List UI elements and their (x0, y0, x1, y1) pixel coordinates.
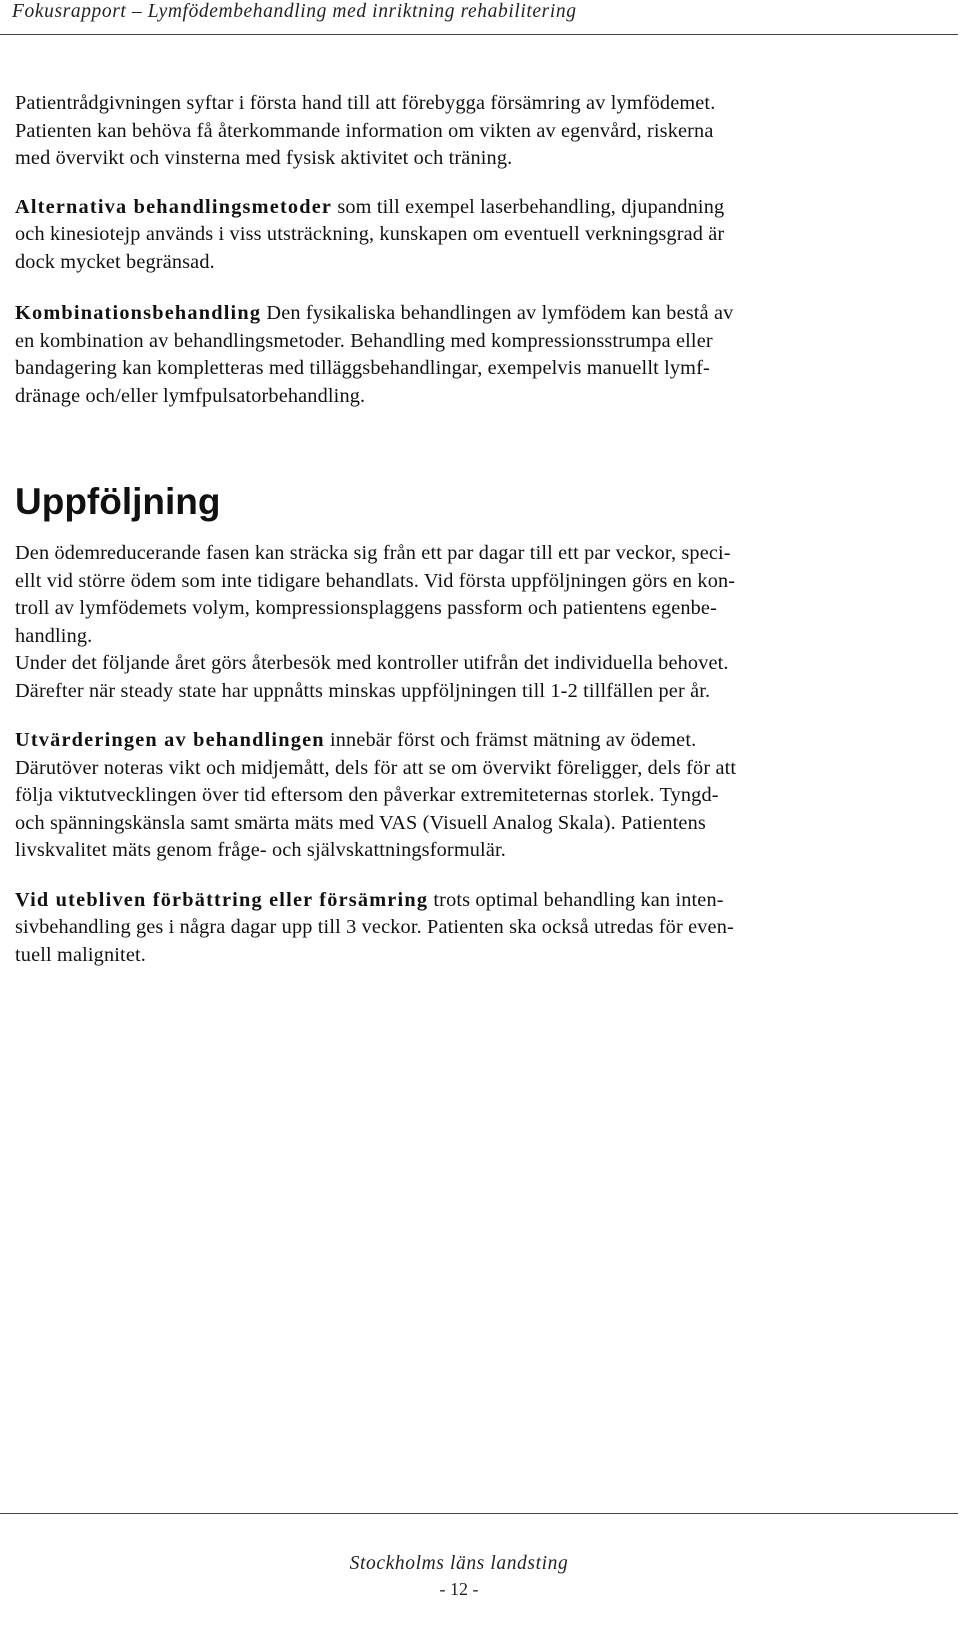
footer-divider (0, 1513, 958, 1514)
text-line (15, 300, 940, 328)
text-fragment: innebär först och främst mätning av ödemet. (324, 729, 697, 751)
text-fragment: trots optimal behandling kan inten- (428, 888, 724, 911)
text-line: ellt vid större ödem som inte tidigare behandlats. Vid första uppföljningen görs en kon- (15, 569, 736, 592)
text-fragment: Den fysikaliska behandlingen av lymfödem kan bestå av (261, 302, 734, 324)
paragraph-term: Vid utebliven förbättring eller försämring (15, 888, 429, 911)
paragraph-alternative-methods (15, 194, 940, 277)
text-line: bandagering kan kompletteras med tilläggsbehandlingar, exempelvis manuellt lymf- (15, 357, 710, 379)
text-line: med övervikt och vinsterna med fysisk aktivitet och träning. (15, 147, 513, 169)
paragraph-reduction-phase (15, 540, 940, 650)
page-content (15, 90, 940, 969)
paragraph-term: Alternativa behandlingsmetoder (15, 195, 333, 218)
paragraph-follow-up-year (15, 650, 940, 705)
paragraph-term: Kombinationsbehandling (15, 302, 262, 324)
text-line: Den ödemreducerande fasen kan sträcka sig från ett par dagar till ett par veckor, speci- (15, 542, 731, 564)
text-line: tuell malignitet. (15, 943, 146, 966)
text-line (15, 727, 940, 755)
text-line: handling. (15, 624, 93, 647)
text-line (15, 887, 940, 915)
running-header-title: Fokusrapport – Lymfödembehandling med inriktning rehabilitering (12, 1, 577, 22)
footer-organization: Stockholms läns landsting (349, 1553, 569, 1574)
text-line: följa viktutvecklingen över tid eftersom den påverkar extremiteternas storlek. Tyngd- (15, 784, 719, 806)
text-line: troll av lymfödemets volym, kompressionsplaggens passform och patientens egenbe- (15, 597, 717, 619)
text-line: Därefter när steady state har uppnåtts minskas uppföljningen till 1-2 tillfällen per år. (15, 679, 711, 702)
text-line: Under det följande året görs återbesök med kontroller utifrån det individuella behovet. (15, 652, 729, 674)
paragraph-patient-advice (15, 90, 940, 173)
text-line: Därutöver noteras vikt och midjemått, dels för att se om övervikt föreligger, dels för att (15, 756, 737, 779)
page-number: - 12 - (439, 1579, 479, 1599)
section-heading: Uppföljning (15, 481, 221, 522)
text-line: och spänningskänsla samt smärta mäts med VAS (Visuell Analog Skala). Patientens (15, 811, 706, 834)
text-line: sivbehandling ges i några dagar upp till 3 veckor. Patienten ska också utredas för even- (15, 916, 734, 938)
paragraph-no-improvement (15, 887, 940, 970)
paragraph-evaluation (15, 727, 940, 865)
paragraph-term: Utvärderingen av behandlingen (15, 729, 325, 751)
text-fragment: som till exempel laserbehandling, djupandning (332, 195, 725, 218)
text-line (15, 194, 940, 222)
text-line: Patienten kan behöva få återkommande information om vikten av egenvård, riskerna (15, 119, 714, 142)
text-line: en kombination av behandlingsmetoder. Behandling med kompressionsstrumpa eller (15, 329, 713, 352)
text-line: dock mycket begränsad. (15, 250, 215, 273)
text-line: Patientrådgivningen syftar i första hand till att förebygga försämring av lymfödemet. (15, 92, 716, 114)
running-header (0, 0, 958, 35)
text-line: och kinesiotejp används i viss utsträckning, kunskapen om eventuell verkningsgrad är (15, 223, 725, 245)
text-line: dränage och/eller lymfpulsatorbehandling. (15, 384, 366, 407)
text-line: livskvalitet mäts genom fråge- och självskattningsformulär. (15, 839, 506, 861)
paragraph-combination-treatment (15, 300, 940, 410)
